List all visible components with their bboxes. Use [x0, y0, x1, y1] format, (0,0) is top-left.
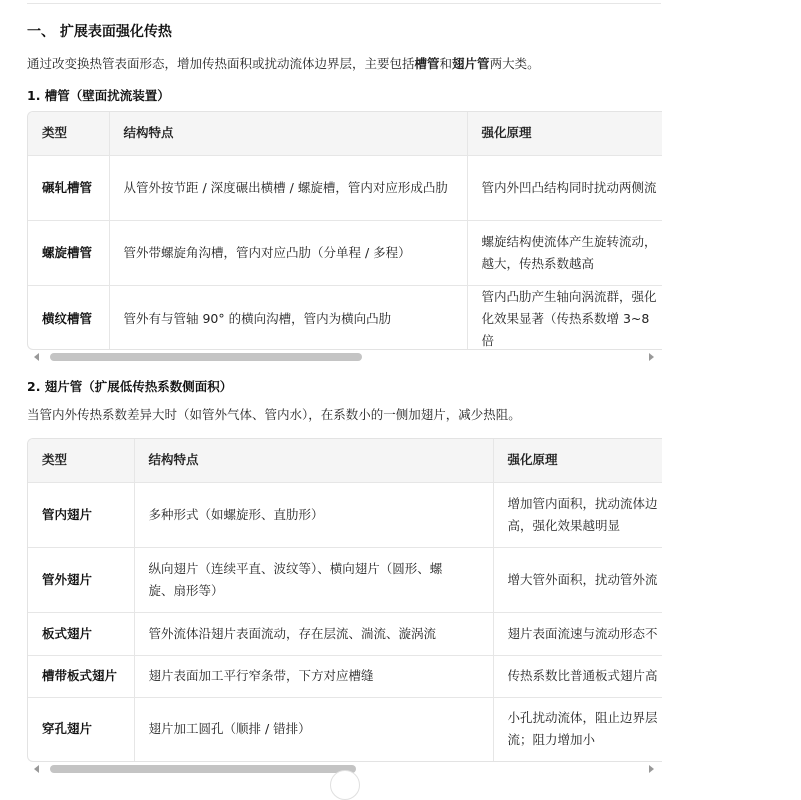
header-type: 类型	[28, 112, 109, 155]
scroll-left-arrow-icon[interactable]	[34, 765, 39, 773]
section-title: 一、 扩展表面强化传热	[27, 24, 172, 40]
fin-table	[28, 439, 662, 761]
fin-heading: 2. 翅片管（扩展低传热系数侧面积）	[27, 379, 233, 394]
fin-intro: 当管内外传热系数差异大时（如管外气体、管内水），在系数小的一侧加翅片，减少热阻。	[27, 407, 521, 422]
intro-text: 通过改变换热管表面形态，增加传热面积或扰动流体边界层，主要包括	[27, 56, 415, 71]
cell-type: 横纹槽管	[28, 285, 109, 350]
scroll-right-arrow-icon[interactable]	[649, 353, 654, 361]
intro-term-groove: 槽管	[414, 56, 440, 71]
cell-principle: 增大管外面积，扰动管外流	[493, 547, 662, 612]
table-header-row	[28, 439, 662, 482]
groove-table-scroll[interactable]	[27, 111, 662, 350]
cell-type: 碾轧槽管	[28, 155, 109, 220]
cell-type: 槽带板式翅片	[28, 655, 134, 697]
cell-structure: 多种形式（如螺旋形、直肋形）	[134, 482, 493, 547]
table-row	[28, 697, 662, 761]
cell-structure: 管外带螺旋角沟槽，管内对应凸肋（分单程 / 多程）	[109, 220, 467, 285]
table-row	[28, 482, 662, 547]
table-header-row	[28, 112, 662, 155]
header-structure: 结构特点	[134, 439, 493, 482]
cell-structure: 管外流体沿翅片表面流动，存在层流、湍流、漩涡流	[134, 612, 493, 655]
table-row	[28, 155, 662, 220]
cell-type: 管外翅片	[28, 547, 134, 612]
scroll-right-arrow-icon[interactable]	[649, 765, 654, 773]
cell-type: 穿孔翅片	[28, 697, 134, 761]
scrollbar-thumb[interactable]	[50, 353, 362, 361]
groove-table-scrollbar[interactable]	[27, 351, 661, 363]
cell-type: 管内翅片	[28, 482, 134, 547]
cell-structure: 翅片加工圆孔（顺排 / 错排）	[134, 697, 493, 761]
groove-heading: 1. 槽管（壁面扰流装置）	[27, 88, 170, 103]
intro-conj: 和	[439, 56, 453, 71]
scroll-left-arrow-icon[interactable]	[34, 353, 39, 361]
cell-principle: 翅片表面流速与流动形态不	[493, 612, 662, 655]
cell-principle: 小孔扰动流体，阻止边界层流；阻力增加小	[493, 697, 662, 761]
cell-principle: 螺旋结构使流体产生旋转流动，越大，传热系数越高	[467, 220, 662, 285]
intro-paragraph	[27, 54, 540, 72]
header-structure: 结构特点	[109, 112, 467, 155]
cell-principle: 增加管内面积，扰动流体边高，强化效果越明显	[493, 482, 662, 547]
fin-table-scroll[interactable]	[27, 438, 662, 762]
table-row	[28, 612, 662, 655]
scrollbar-thumb[interactable]	[50, 765, 356, 773]
header-type: 类型	[28, 439, 134, 482]
header-principle: 强化原理	[493, 439, 662, 482]
table-row	[28, 285, 662, 350]
groove-table	[28, 112, 662, 350]
cell-structure: 管外有与管轴 90° 的横向沟槽，管内为横向凸肋	[109, 285, 467, 350]
cell-type: 板式翅片	[28, 612, 134, 655]
top-divider	[27, 3, 661, 4]
scroll-to-bottom-button[interactable]	[330, 770, 360, 800]
cell-type: 螺旋槽管	[28, 220, 109, 285]
intro-suffix: 两大类。	[489, 56, 540, 71]
intro-term-fin: 翅片管	[452, 56, 490, 71]
cell-principle: 传热系数比普通板式翅片高	[493, 655, 662, 697]
table-row	[28, 655, 662, 697]
cell-principle: 管内凸肋产生轴向涡流群，强化化效果显著（传热系数增 3~8 倍	[467, 285, 662, 350]
header-principle: 强化原理	[467, 112, 662, 155]
table-row	[28, 220, 662, 285]
cell-structure: 翅片表面加工平行窄条带，下方对应槽缝	[134, 655, 493, 697]
cell-principle: 管内外凹凸结构同时扰动两侧流	[467, 155, 662, 220]
cell-structure: 从管外按节距 / 深度碾出横槽 / 螺旋槽，管内对应形成凸肋	[109, 155, 467, 220]
table-row	[28, 547, 662, 612]
cell-structure: 纵向翅片（连续平直、波纹等）、横向翅片（圆形、螺旋、扇形等）	[134, 547, 493, 612]
